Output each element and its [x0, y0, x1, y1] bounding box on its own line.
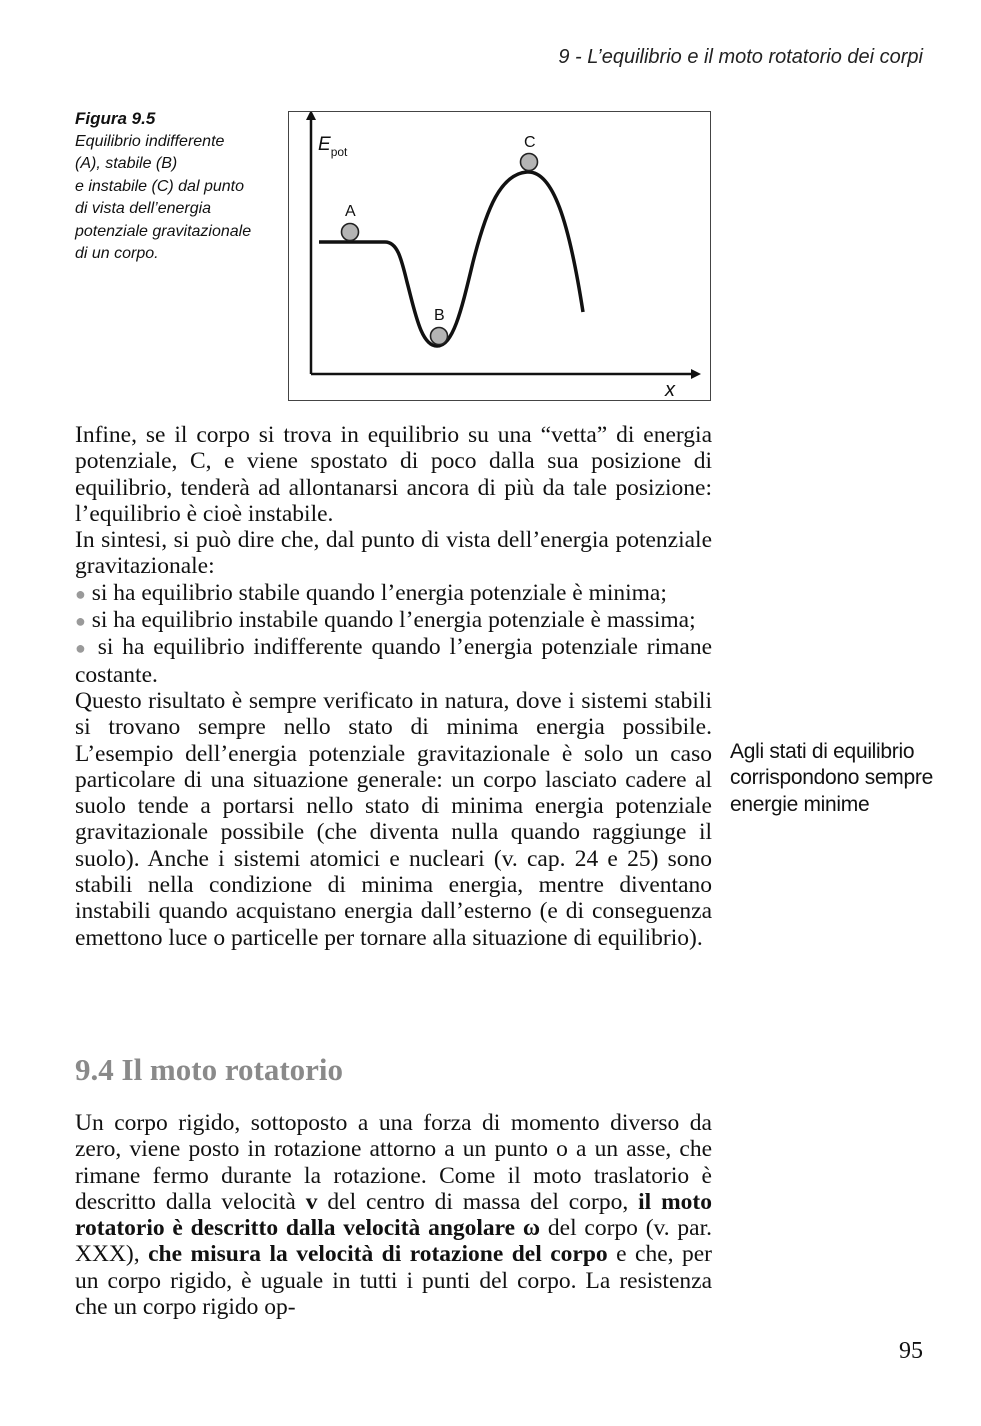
- y-axis-label: $E_{pot}$: [318, 134, 348, 159]
- potential-energy-figure: [288, 111, 711, 401]
- bullet-icon: ●: [75, 611, 86, 632]
- paragraph: Un corpo rigido, sottoposto a una forza di momento diverso da zero, viene posto in rotazione attorno a un punto o a un asse, che rimane fermo durante la rotazione. Come il moto traslatorio è descritto dalla velocità v del centro di massa del corpo, il moto rotatorio è descritto dalla velocità angolare ω del corpo (v. par. XXX), che misura la velocità di rotazione del corpo e che, per un corpo rigido, è uguale in tutti i punti del corpo. La resistenza che un corpo rigido op-: [75, 1110, 712, 1321]
- running-head: 9 - L’equilibrio e il moto rotatorio dei corpi: [558, 46, 923, 68]
- bullet-icon: ●: [75, 638, 89, 659]
- list-item: ● si ha equilibrio indifferente quando l’energia potenziale rimane costante.: [75, 634, 713, 688]
- label-c: C: [524, 134, 536, 151]
- caption-line: Equilibrio indifferente: [75, 132, 225, 150]
- ball-b: [431, 328, 448, 345]
- potential-energy-diagram: [289, 112, 710, 400]
- label-a: A: [345, 203, 356, 220]
- paragraph: Infine, se il corpo si trova in equilibrio su una “vetta” di energia potenziale, C, e viene spostato di poco dalla sua posizione di equilibrio, tenderà ad allontanarsi ancora di più da tale posizione: l’equilibrio è cioè instabile.: [75, 422, 712, 527]
- bullet-icon: ●: [75, 583, 86, 604]
- bold-term: che misura la velocità di rotazione del corpo: [148, 1241, 608, 1268]
- section-title: 9.4 Il moto rotatorio: [75, 1052, 344, 1087]
- paragraph: Questo risultato è sempre verificato in natura, dove i sistemi stabili si trovano sempre nello stato di minima energia possibile. L’esempio dell’energia potenziale gravitazionale è solo un caso particolare di una situazione generale: un corpo lasciato cadere al suolo tende a portarsi nello stato di minima energia potenziale gravitazionale possibile (che diventa nulla quando raggiunge il suolo). Anche i sistemi atomici e nucleari (v. cap. 24 e 25) sono stabili nella condizione di minima energia, mentre diventano instabili quando acquistano energia dall’esterno (e di conseguenza emettono luce o particelle per tornare alla situazione di equilibrio).: [75, 687, 712, 951]
- caption-line: e instabile (C) dal punto: [75, 177, 244, 195]
- ball-c: [521, 154, 538, 171]
- x-axis-label: x: [665, 379, 675, 400]
- side-note: Agli stati di equilibrio corrispondono sempre energie minime: [730, 740, 933, 816]
- bold-term: il moto rotatorio è descritto dalla velocità angolare ω: [75, 1188, 712, 1242]
- caption-line: di un corpo.: [75, 245, 159, 262]
- figure-caption: [75, 108, 275, 266]
- paragraph: In sintesi, si può dire che, dal punto di vista dell’energia potenziale gravitazionale:: [75, 527, 712, 580]
- caption-line: potenziale gravitazionale: [75, 222, 252, 240]
- page-number: 95: [899, 1338, 923, 1364]
- label-b: B: [434, 307, 445, 324]
- caption-line: di vista dell’energia: [75, 200, 212, 217]
- ball-a: [342, 224, 359, 241]
- main-text: [75, 422, 712, 951]
- list-item: ● si ha equilibrio stabile quando l’energia potenziale è minima;: [75, 579, 667, 606]
- potential-energy-curve: [319, 172, 583, 346]
- figure-number: Figura 9.5: [75, 109, 156, 128]
- bold-term: v: [305, 1188, 318, 1215]
- section-text: [75, 1110, 712, 1320]
- list-item: ● si ha equilibrio instabile quando l’energia potenziale è massima;: [75, 607, 696, 634]
- caption-line: (A), stabile (B): [75, 155, 178, 172]
